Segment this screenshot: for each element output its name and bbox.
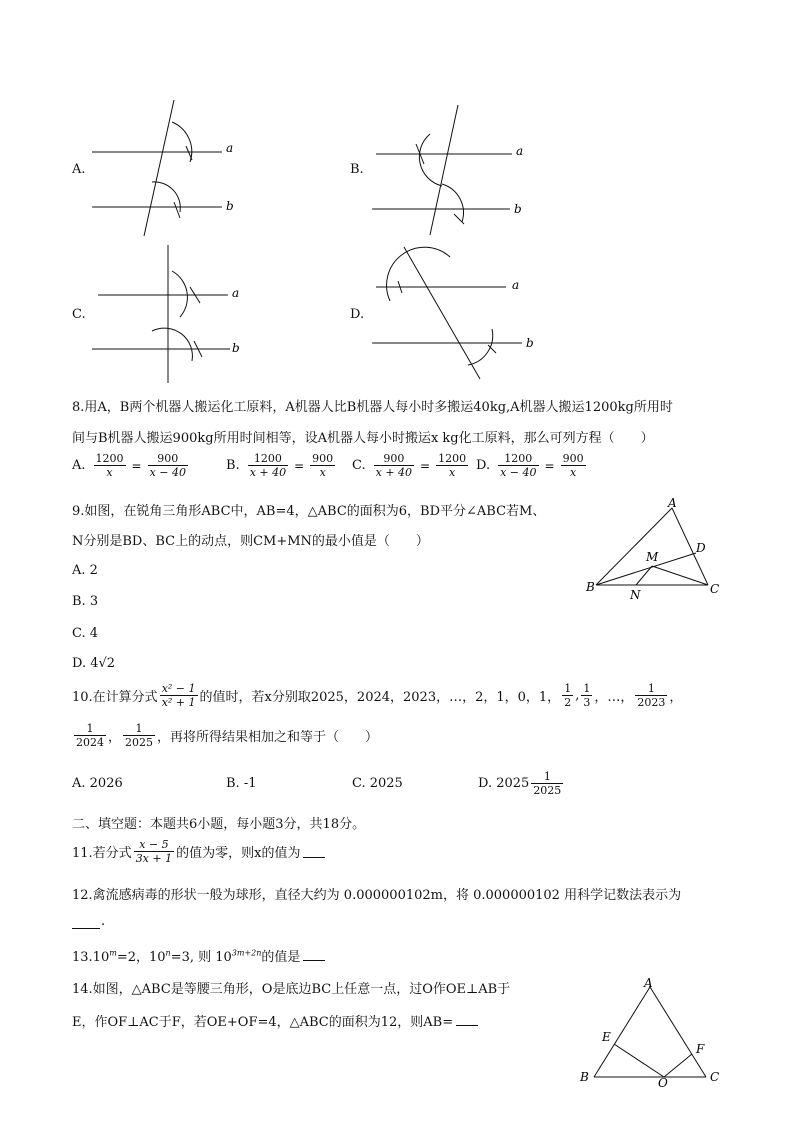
- q9-triangle-figure: [582, 495, 732, 605]
- option-a-figure: [72, 100, 242, 240]
- q9-option-c[interactable]: C. 4: [72, 626, 99, 641]
- line-label-a: a: [226, 141, 234, 155]
- vertex-label-a: A: [668, 496, 677, 510]
- q9-option-b[interactable]: B. 3: [72, 594, 99, 609]
- q8-option-d[interactable]: D. $\frac{1200}{x - 40}$ = $\frac{900}{x}$: [476, 452, 584, 479]
- q10-option-c[interactable]: C. 2025: [352, 776, 403, 791]
- q8-options: [72, 452, 632, 488]
- point-label-f: F: [696, 1042, 705, 1056]
- q10-option-d[interactable]: D. 2025 $\frac{1}{2025}$: [478, 770, 562, 797]
- question-14-line2: E，作OF⊥AC于F，若OE+OF=4，△ABC的面积为12，则AB=: [72, 1011, 481, 1030]
- vertex-label-c: C: [710, 582, 720, 596]
- q10-option-a[interactable]: A. 2026: [72, 776, 123, 791]
- line-label-b: b: [226, 199, 234, 213]
- point-label-o: O: [658, 1076, 668, 1087]
- question-14-line1: 14.如图，△ABC是等腰三角形，O是底边BC上任意一点，过O作OE⊥AB于: [72, 982, 511, 997]
- section-heading: 二、填空题：本题共6小题，每小题3分，共18分。: [72, 817, 366, 832]
- line-label-a: a: [516, 144, 524, 158]
- line-label-a: a: [512, 278, 520, 292]
- q8-option-c[interactable]: C. $\frac{900}{x + 40}$ = $\frac{1200}{x}$: [352, 452, 467, 479]
- answer-blank[interactable]: [72, 916, 100, 929]
- q10-option-b[interactable]: B. -1: [226, 776, 257, 791]
- line-label-b: b: [514, 202, 522, 216]
- line-label-b: b: [232, 341, 240, 355]
- q9-option-d[interactable]: D. 4√2: [72, 656, 116, 671]
- q8-option-b[interactable]: B. $\frac{1200}{x + 40}$ = $\frac{900}{x}$: [226, 452, 334, 479]
- option-label: C.: [72, 307, 86, 322]
- question-9-line1: 9.如图，在锐角三角形ABC中，AB=4，△ABC的面积为6，BD平分∠ABC若M、: [72, 504, 546, 519]
- vertex-label-c: C: [710, 1070, 720, 1084]
- question-12-line1: 12.禽流感病毒的形状一般为球形，直径大约为 0.000000102m，将 0.000000102 用科学记数法表示为: [72, 888, 682, 903]
- q9-option-a[interactable]: A. 2: [72, 563, 98, 578]
- construction-figure-b: [350, 100, 530, 240]
- vertex-label-d: D: [696, 541, 706, 555]
- construction-figure-d: [350, 245, 540, 385]
- option-c-figure: [72, 245, 252, 385]
- question-8-line2: 间与B机器人搬运900kg所用时间相等，设A机器人每小时搬运x kg化工原料，那么可列方程（ ）: [72, 431, 654, 446]
- point-label-n: N: [630, 588, 641, 602]
- vertex-label-b: B: [580, 1070, 589, 1084]
- point-label-e: E: [602, 1030, 611, 1044]
- construction-figure-c: [72, 245, 252, 385]
- option-b-figure: [350, 100, 530, 240]
- q14-triangle-figure: [578, 975, 728, 1087]
- question-13: $13.10^m=2$，$10^n=3$, 则 $10^{3m+2n}$的值是: [72, 946, 328, 965]
- question-9-line2: N分别是BD、BC上的动点，则CM+MN的最小值是（ ）: [72, 534, 429, 549]
- question-10-line1: 10.在计算分式 $\frac{\text{x² − 1}}{\text{x² + 1}}$ 的值时，若x分别取2025，2024，2023，…，2，1，0，1， $\frac{1}{2}$ , $\frac{1}{3}$ ，…， $\frac{1}{2023}$ ，: [72, 682, 683, 709]
- answer-blank[interactable]: [456, 1014, 478, 1026]
- option-d-figure: [350, 245, 540, 385]
- line-label-a: a: [232, 286, 240, 300]
- answer-blank[interactable]: [303, 846, 325, 858]
- construction-figure-a: [72, 100, 242, 240]
- point-label-m: M: [646, 550, 659, 564]
- line-label-b: b: [526, 336, 534, 350]
- option-label: B.: [350, 162, 364, 177]
- answer-blank[interactable]: [303, 949, 325, 961]
- option-label: D.: [350, 307, 365, 322]
- vertex-label-a: A: [644, 976, 653, 990]
- question-11: 11.若分式 $\frac{x - 5}{3x + 1}$ 的值为零，则x的值为: [72, 838, 328, 865]
- q8-option-a[interactable]: A. $\frac{1200}{x}$ = $\frac{900}{x - 40}$: [72, 452, 187, 479]
- vertex-label-b: B: [586, 580, 595, 594]
- option-label: A.: [72, 162, 86, 177]
- question-10-line2: $\frac{1}{2024}$ ， $\frac{1}{2025}$ ，再将所得结果相加之和等于（ ）: [76, 722, 379, 749]
- question-8-line1: 8.用A，B两个机器人搬运化工原料，A机器人比B机器人每小时多搬运40kg,A机器人搬运1200kg所用时: [72, 400, 673, 415]
